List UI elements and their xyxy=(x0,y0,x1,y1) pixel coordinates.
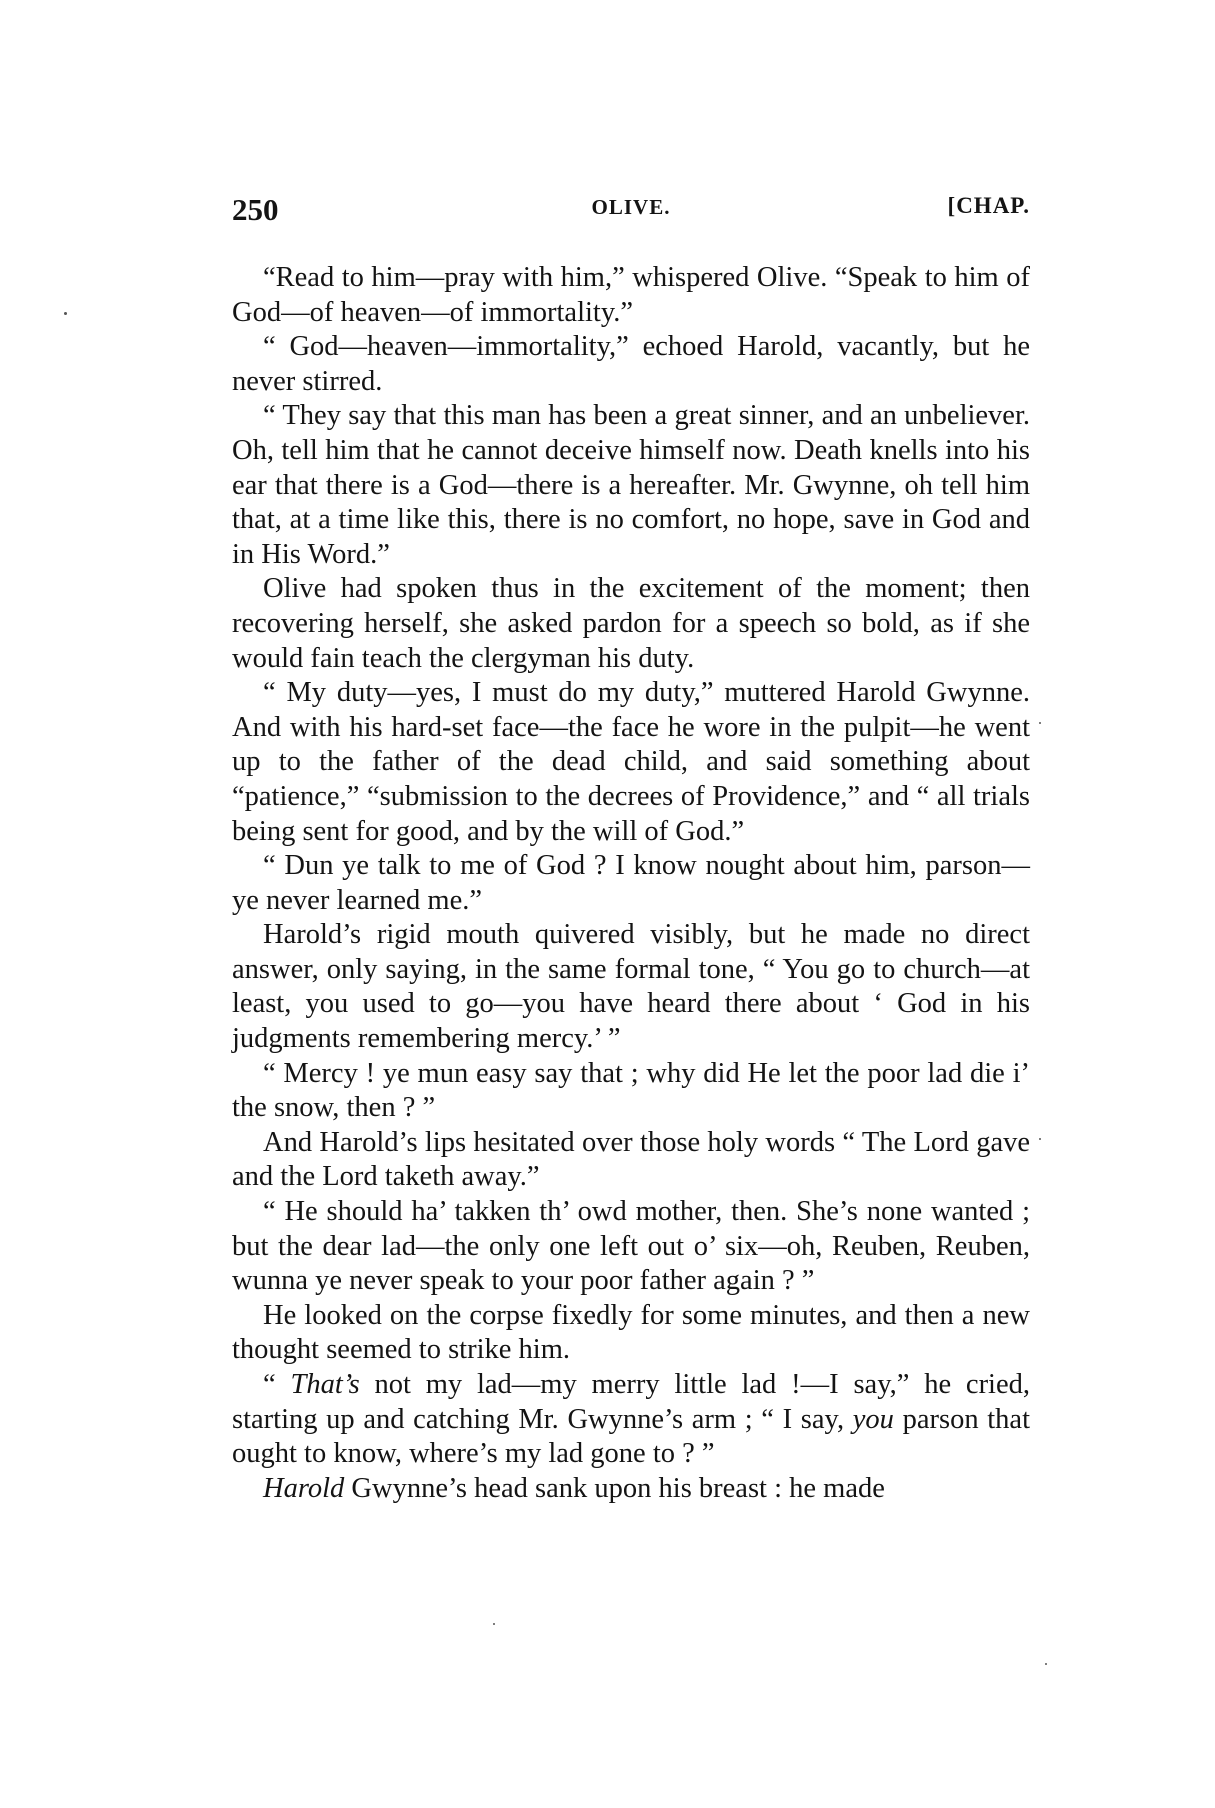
text-run: “ God—heaven—immortality,” echoed Harold, vacantly, but he never stirred. xyxy=(232,331,1030,397)
italic-text-run: Harold xyxy=(263,1472,345,1504)
paragraph xyxy=(232,849,1030,918)
body-text xyxy=(232,261,1030,1506)
text-run: And Harold’s lips hesitated over those holy words “ The Lord gave and the Lord taketh away.” xyxy=(232,1126,1030,1193)
text-run: Harold’s rigid mouth quivered visibly, but he made no direct answer, only saying, in the same formal tone, “ You go to church—at least, you used to go—you have heard there about ‘ God in his judgments remembering mercy.’ ” xyxy=(232,919,1030,1055)
paragraph xyxy=(232,676,1030,849)
paragraph xyxy=(232,330,1030,399)
running-title: OLIVE. xyxy=(591,195,671,219)
paragraph xyxy=(232,1299,1030,1368)
text-run: “ My duty—yes, I must do my duty,” muttered Harold Gwynne. And with his hard-set face—the face he wore in the pulpit—he went up to the father of the dead child, and said something about “patience,” “submission to the decrees of Providence,” and “ all trials being sent for good, and by the will of God.” xyxy=(232,677,1030,847)
paragraph xyxy=(232,1368,1030,1472)
text-run: not my lad—my merry little lad !—I say,” he cried, starting up and catching Mr. Gwynne’s arm ; “ I say, xyxy=(232,1369,1030,1435)
paragraph xyxy=(232,399,1030,572)
text-run: “Read to him—pray with him,” whispered Olive. “Speak to him of God—of heaven—of immortality.” xyxy=(232,262,1030,328)
paragraph xyxy=(232,1126,1030,1195)
paragraph xyxy=(232,1195,1030,1299)
text-run: “ Mercy ! ye mun easy say that ; why did He let the poor lad die i’ the snow, then ? ” xyxy=(232,1057,1030,1124)
print-speck xyxy=(1039,1138,1041,1140)
chapter-label: [CHAP. xyxy=(947,193,1030,218)
print-speck xyxy=(1039,722,1041,724)
running-head xyxy=(232,192,1030,232)
print-speck xyxy=(493,1623,495,1625)
print-speck xyxy=(1045,1663,1047,1665)
italic-text-run: That’s xyxy=(290,1369,360,1400)
text-run: “ He should ha’ takken th’ owd mother, then. She’s none wanted ; but the dear lad—the only one left out o’ six—oh, Reuben, Reuben, wunna ye never speak to your poor father again ? ” xyxy=(232,1196,1030,1297)
italic-text-run: you xyxy=(852,1403,894,1435)
text-run: “ xyxy=(263,1369,291,1400)
paragraph xyxy=(232,1472,1030,1507)
text-run: Gwynne’s head sank upon his breast : he made xyxy=(344,1472,885,1504)
text-run: He looked on the corpse fixedly for some minutes, and then a new thought seemed to strike him. xyxy=(232,1299,1030,1366)
page-number: 250 xyxy=(232,192,279,227)
paragraph xyxy=(232,261,1030,330)
paragraph xyxy=(232,1057,1030,1126)
paragraph xyxy=(232,918,1030,1056)
text-run: “ Dun ye talk to me of God ? I know nought about him, parson—ye never learned me.” xyxy=(232,850,1030,916)
text-run: Olive had spoken thus in the excitement of the moment; then recovering herself, she asked pardon for a speech so bold, as if she would fain teach the clergyman his duty. xyxy=(232,573,1030,674)
paragraph xyxy=(232,572,1030,676)
print-speck xyxy=(64,312,67,315)
text-run: “ They say that this man has been a great sinner, and an unbeliever. Oh, tell him that he cannot deceive himself now. Death knells into his ear that there is a God—there is a hereafter. Mr. Gwynne, oh tell him that, at a time like this, there is no comfort, no hope, save in God and in His Word.” xyxy=(232,400,1030,570)
text-run: parson that ought to know, where’s my lad gone to ? ” xyxy=(232,1403,1031,1470)
